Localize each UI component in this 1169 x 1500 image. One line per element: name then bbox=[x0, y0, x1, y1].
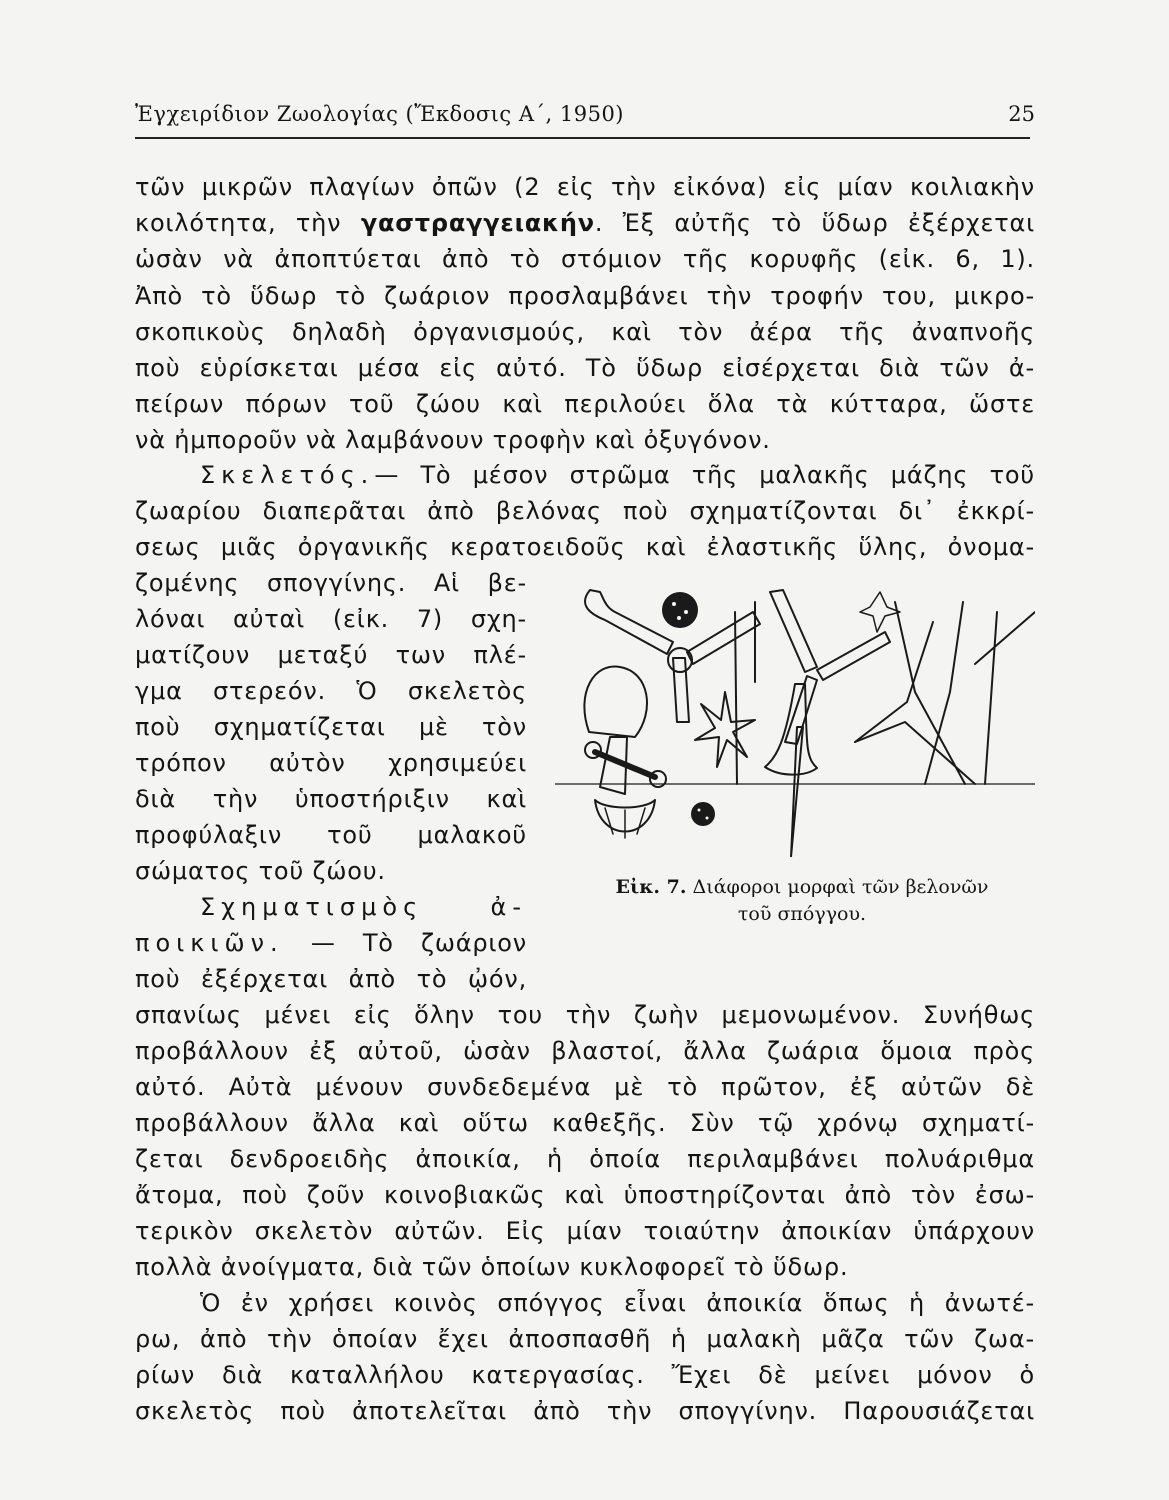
text-line: ζωαρίου διαπερᾶται ἀπὸ βελόνας ποὺ σχηματίζονται δι᾽ ἐκκρί- bbox=[135, 497, 1035, 525]
text-line: ὡσὰν νὰ ἀποπτύεται ἀπὸ τὸ στόμιον τῆς κορυφῆς (εἰκ. 6, 1). bbox=[135, 245, 1035, 273]
text-line: πολλὰ ἀνοίγματα, διὰ τῶν ὁποίων κυκλοφορεῖ τὸ ὕδωρ. bbox=[135, 1253, 849, 1281]
text-line: σώματος τοῦ ζώου. bbox=[135, 857, 386, 885]
trumpet-spicule bbox=[765, 684, 817, 775]
text-line: Ἀπὸ τὸ ὕδωρ τὸ ζωάριον προσλαμβάνει τὴν τροφήν του, μικρο- bbox=[135, 282, 1035, 310]
figure-label: Εἰκ. 7. bbox=[615, 876, 687, 898]
page-number: 25 bbox=[1008, 102, 1035, 126]
text-line: σπανίως μένει εἰς ὅλην του τὴν ζωὴν μεμονωμένον. Συνήθως bbox=[135, 1001, 1035, 1029]
spongin-ball bbox=[691, 802, 715, 826]
text-line: σεως μιᾶς ὀργανικῆς κερατοειδοῦς καὶ ἐλαστικῆς ὕλης, ὀνομα- bbox=[135, 533, 1035, 561]
text-line: ρω, ἀπὸ τὴν ὁποίαν ἔχει ἀποσπασθῆ ἡ μαλακὴ μᾶζα τῶν ζωα- bbox=[135, 1325, 1035, 1353]
section-heading-colonies-end: ποικιῶν. bbox=[135, 929, 284, 957]
text-line bbox=[135, 928, 527, 958]
triradiate-spicule bbox=[817, 632, 890, 680]
text-line: προφύλαξιν τοῦ μαλακοῦ bbox=[135, 821, 527, 849]
text-line: διὰ τὴν ὑποστήριξιν καὶ bbox=[135, 785, 527, 813]
spindle-spicule bbox=[791, 727, 803, 857]
text-line: γμα στερεόν. Ὁ σκελετὸς bbox=[135, 677, 527, 705]
text-line: Ὁ ἐν χρήσει κοινὸς σπόγγος εἶναι ἀποικία ὅπως ἡ ἀνωτέ- bbox=[200, 1289, 1035, 1317]
needle-spicule bbox=[855, 722, 975, 784]
text-line: πείρων πόρων τοῦ ζώου καὶ περιλούει ὅλα τὰ κύτταρα, ὥστε bbox=[135, 390, 1035, 418]
text-line: τῶν μικρῶν πλαγίων ὀπῶν (2 εἰς τὴν εἰκόνα) εἰς μίαν κοιλιακὴν bbox=[135, 173, 1035, 201]
text-line: ρίων διὰ καταλλήλου κατεργασίας. Ἔχει δὲ μείνει μόνον ὁ bbox=[135, 1361, 1035, 1389]
text-line: τρόπον αὐτὸν χρησιμεύει bbox=[135, 749, 527, 777]
spicule-center bbox=[668, 648, 692, 672]
text-line: νὰ ἠμποροῦν νὰ λαμβάνουν τροφὴν καὶ ὀξυγόνον. bbox=[135, 426, 771, 454]
text-line bbox=[135, 460, 1035, 490]
text-span: κοιλότητα, τὴν bbox=[135, 209, 361, 237]
caption-text: τοῦ σπόγγου. bbox=[737, 903, 867, 925]
term-gastrovascular: γαστραγγειακήν bbox=[360, 209, 595, 237]
text-span: — Τὸ μέσον στρῶμα τῆς μαλακῆς μάζης τοῦ bbox=[374, 461, 1035, 489]
section-heading-colonies: Σχηματισμὸς ἀ- bbox=[200, 893, 527, 921]
running-header bbox=[135, 102, 1035, 132]
needle-spicule bbox=[975, 612, 1035, 664]
text-line bbox=[135, 208, 1035, 238]
text-line: ματίζουν μεταξύ των πλέ- bbox=[135, 641, 527, 669]
triradiate-spicule bbox=[673, 658, 689, 722]
text-line: σκελετὸς ποὺ ἀποτελεῖται ἀπὸ τὴν σπογγίνην. Παρουσιάζεται bbox=[135, 1397, 1035, 1425]
needle-spicule bbox=[855, 622, 933, 742]
triradiate-spicule bbox=[687, 612, 760, 664]
triradiate-spicule bbox=[585, 590, 673, 654]
text-line: ζεται δενδροειδὴς ἀποικία, ἡ ὁποία περιλαμβάνει πολυάριθμα bbox=[135, 1145, 1035, 1173]
text-span: . Ἐξ αὐτῆς τὸ ὕδωρ ἐξέρχεται bbox=[594, 209, 1036, 237]
spongin-ball bbox=[662, 592, 698, 628]
text-line: λόναι αὐταὶ (εἰκ. 7) σχη- bbox=[135, 605, 527, 633]
text-line: ζομένης σπογγίνης. Αἱ βε- bbox=[135, 569, 527, 597]
text-line: ποὺ εὑρίσκεται μέσα εἰς αὐτό. Τὸ ὕδωρ εἰσέρχεται διὰ τῶν ἀ- bbox=[135, 354, 1035, 382]
triradiate-spicule bbox=[770, 590, 817, 672]
tiny-starfish bbox=[860, 592, 900, 632]
header-rule bbox=[135, 137, 1030, 139]
section-heading-skeleton: Σκελετός. bbox=[200, 461, 375, 489]
star-spicule bbox=[695, 692, 755, 767]
caption-text: Διάφοροι μορφαὶ τῶν βελονῶν bbox=[692, 876, 989, 898]
text-line: προβάλλουν ἄλλα καὶ οὕτω καθεξῆς. Σὺν τῷ χρόνῳ σχηματί- bbox=[135, 1109, 1035, 1137]
text-line: ἄτομα, ποὺ ζοῦν κοινοβιακῶς καὶ ὑποστηρίζονται ἀπὸ τὸν ἐσω- bbox=[135, 1181, 1035, 1209]
text-line: ποὺ ἐξέρχεται ἀπὸ τὸ ᾠόν, bbox=[135, 965, 527, 993]
book-title: Ἐγχειρίδιον Ζωολογίας (Ἔκδοσις Α΄, 1950) bbox=[135, 102, 624, 126]
text-line: σκοπικοὺς δηλαδὴ ὀργανισμούς, καὶ τὸν ἀέρα τῆς ἀναπνοῆς bbox=[135, 318, 1035, 346]
text-line: αὐτό. Αὐτὰ μένουν συνδεδεμένα μὲ τὸ πρῶτον, ἐξ αὐτῶν δὲ bbox=[135, 1073, 1035, 1101]
text-line: τερικὸν σκελετὸν αὐτῶν. Εἰς μίαν τοιαύτην ἀποικίαν ὑπάρχουν bbox=[135, 1217, 1035, 1245]
sea-form-spicule bbox=[584, 666, 647, 737]
needle-spicule bbox=[985, 612, 997, 784]
sponge-spicules-figure bbox=[555, 572, 1035, 857]
text-line: ποὺ σχηματίζεται μὲ τὸν bbox=[135, 713, 527, 741]
figure-caption bbox=[582, 874, 1022, 928]
text-line: προβάλλουν ἐξ αὐτοῦ, ὡσὰν βλαστοί, ἄλλα ζωάρια ὅμοια πρὸς bbox=[135, 1037, 1035, 1065]
text-span: — Τὸ ζωάριον bbox=[283, 929, 527, 957]
